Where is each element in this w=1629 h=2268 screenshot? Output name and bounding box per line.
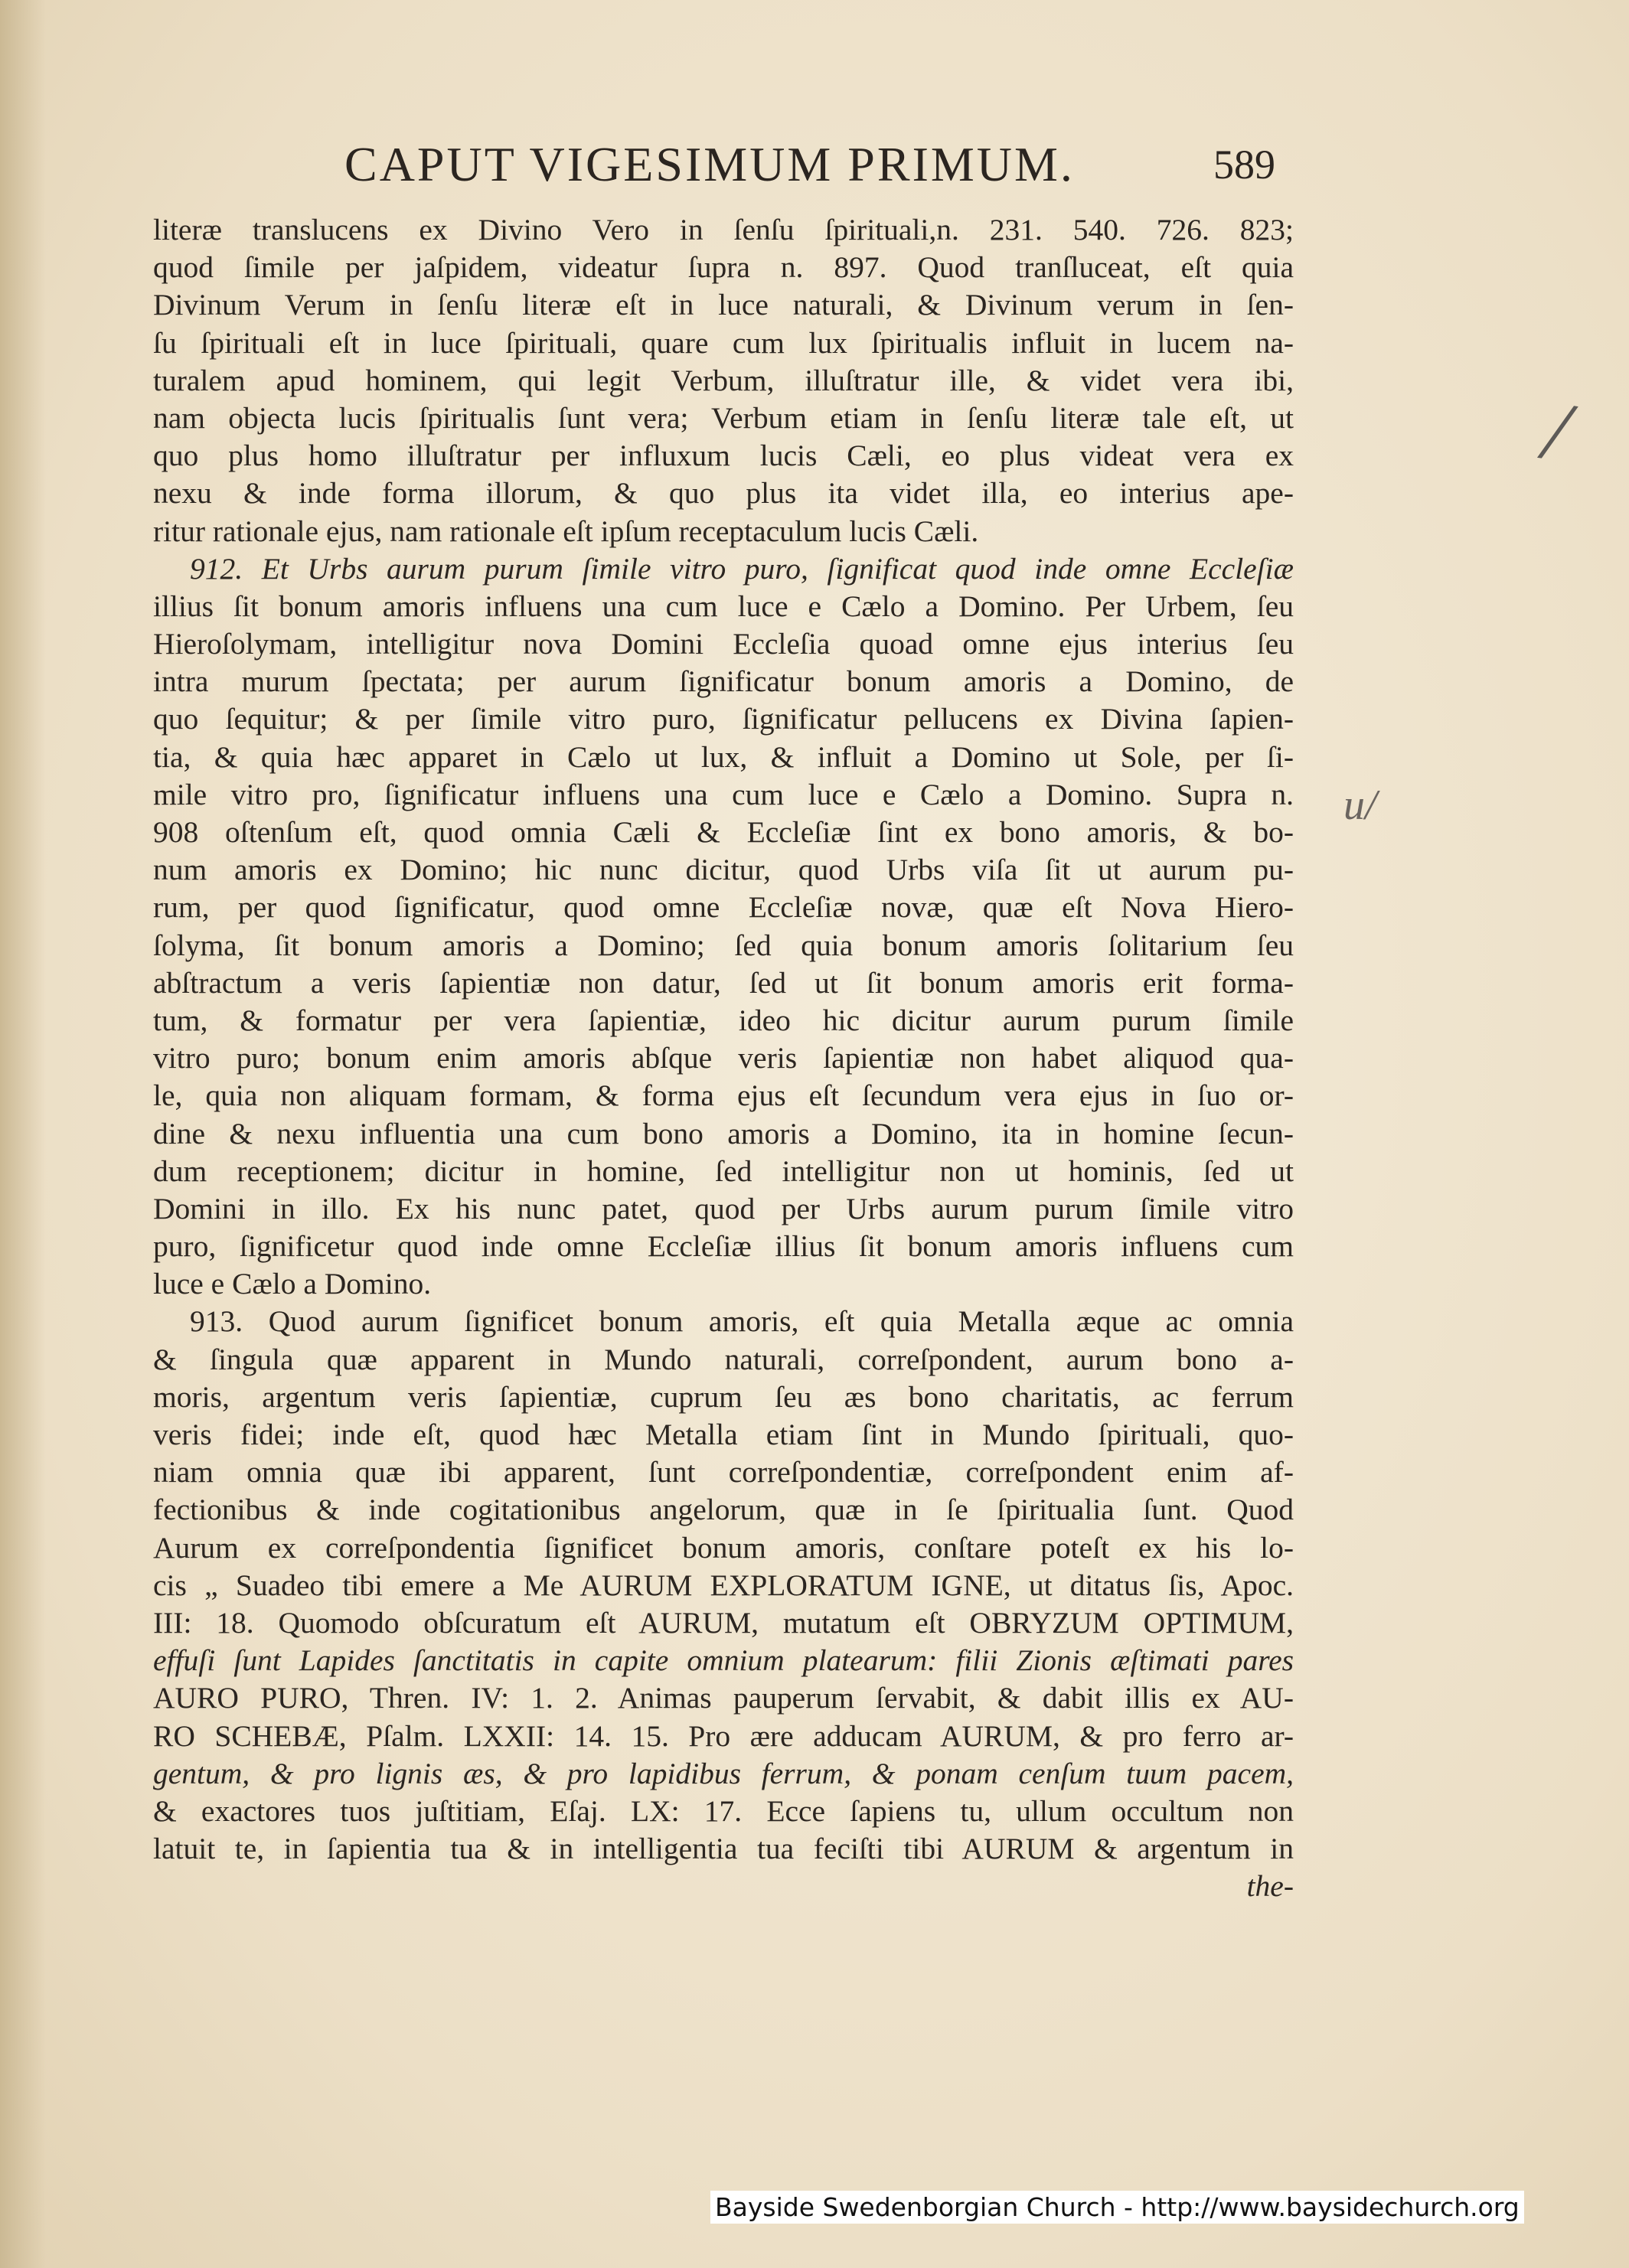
site-watermark: Bayside Swedenborgian Church - http://www.baysidechurch.org [710,2191,1524,2224]
text-line: & exactores tuos juſtitiam, Eſaj. LX: 17. Ecce ſapiens tu, ullum occultum non [153,1793,1294,1828]
text-line: niam omnia quæ ibi apparent, ſunt correſpondentiæ, correſpondent enim af- [153,1455,1294,1490]
text-line: AURO PURO, Thren. IV: 1. 2. Animas pauperum ſervabit, & dabit illis ex AU- [153,1681,1294,1715]
text-line: intra murum ſpectata; per aurum ſignificatur bonum amoris a Domino, de [153,664,1294,699]
text-line: tia, & quia hæc apparet in Cælo ut lux, & influit a Domino ut Sole, per ſi- [153,739,1294,774]
text-line: nexu & inde forma illorum, & quo plus ita videt illa, eo interius ape- [153,476,1294,511]
text-line: Divinum Verum in ſenſu literæ eſt in luce naturali, & Divinum verum in ſen- [153,288,1294,322]
text-line: puro, ſignificetur quod inde omne Eccleſiæ illius ſit bonum amoris influens cum [153,1229,1294,1264]
text-line: literæ translucens ex Divino Vero in ſenſu ſpirituali,n. 231. 540. 726. 823; [153,213,1294,246]
text-line: moris, argentum veris ſapientiæ, cuprum ſeu æs bono charitatis, ac ferrum [153,1379,1294,1414]
margin-pencil-mark: / [1538,383,1575,479]
text-line: quo ſequitur; & per ſimile vitro puro, ſignificatur pellucens ex Divina ſapien- [153,702,1294,736]
section-913-start: 913. Quod aurum ſignificet bonum amoris, eſt quia Metalla æque ac omnia [190,1304,1294,1339]
margin-handwritten-note: u/ [1343,782,1377,829]
text-line: vitro puro; bonum enim amoris abſque veris ſapientiæ non habet aliquod qua- [153,1041,1294,1075]
text-line: tum, & formatur per vera ſapientiæ, ideo hic dicitur aurum purum ſimile [153,1003,1294,1037]
text-line: Domini in illo. Ex his nunc patet, quod per Urbs aurum purum ſimile vitro [153,1191,1294,1225]
text-line: turalem apud hominem, qui legit Verbum, illuſtratur ille, & videt vera ibi, [153,363,1294,397]
text-line: le, quia non aliquam formam, & forma ejus eſt ſecundum vera ejus in ſuo or- [153,1079,1294,1113]
catchword: the- [1246,1869,1294,1904]
text-line: 908 oſtenſum eſt, quod omnia Cæli & Eccleſiæ ſint ex bono amoris, & bo- [153,815,1294,849]
text-line: ſolyma, ſit bonum amoris a Domino; ſed quia bonum amoris ſolitarium ſeu [153,928,1294,962]
text-line: Aurum ex correſpondentia ſignificet bonum amoris, conſtare poteſt ex his lo- [153,1530,1294,1565]
text-line: mile vitro pro, ſignificatur influens una cum luce e Cælo a Domino. Supra n. [153,777,1294,811]
text-line: quod ſimile per jaſpidem, videatur ſupra n. 897. Quod tranſluceat, eſt quia [153,250,1294,285]
text-line: dum receptionem; dicitur in homine, ſed intelligitur non ut hominis, ſed ut [153,1154,1294,1188]
text-line: fectionibus & inde cogitationibus angelorum, quæ in ſe ſpiritualia ſunt. Quod [153,1493,1294,1527]
text-line: quo plus homo illuſtratur per influxum lucis Cæli, eo plus videat vera ex [153,439,1294,473]
text-line: dine & nexu influentia una cum bono amoris a Domino, ita in homine ſecun- [153,1116,1294,1150]
text-line: cis „ Suadeo tibi emere a Me AURUM EXPLORATUM IGNE, ut ditatus ſis, Apoc. [153,1568,1294,1602]
text-line: RO SCHEBÆ, Pſalm. LXXII: 14. 15. Pro ære adducam AURUM, & pro ferro ar- [153,1718,1294,1753]
body-text [153,211,1294,1905]
section-912-heading: 912. Et Urbs aurum purum ſimile vitro puro, ſignificat quod inde omne Eccleſiæ [190,551,1294,586]
text-line: III: 18. Quomodo obſcuratum eſt AURUM, mutatum eſt OBRYZUM OPTIMUM, [153,1605,1294,1640]
text-line: ritur rationale ejus, nam rationale eſt ipſum receptaculum lucis Cæli. [153,514,979,548]
page-header [153,136,1301,205]
text-line: nam objecta lucis ſpiritualis ſunt vera; Verbum etiam in ſenſu literæ tale eſt, ut [153,400,1294,435]
text-line: ſu ſpirituali eſt in luce ſpirituali, quare cum lux ſpiritualis influit in lucem na- [153,325,1294,360]
page-number: 589 [1213,142,1275,188]
text-line: abſtractum a veris ſapientiæ non datur, ſed ut ſit bonum amoris erit forma- [153,965,1294,1000]
text-line: gentum, & pro lignis æs, & pro lapidibus ferrum, & ponam cenſum tuum pacem, [153,1756,1294,1790]
text-line: latuit te, in ſapientia tua & in intelligentia tua feciſti tibi AURUM & argentum in [153,1832,1294,1866]
text-line: rum, per quod ſignificatur, quod omne Eccleſiæ novæ, quæ eſt Nova Hiero- [153,890,1294,925]
text-line: luce e Cælo a Domino. [153,1267,432,1301]
page-gutter-shadow [0,0,46,2268]
text-line: Hieroſolymam, intelligitur nova Domini Eccleſia quoad omne ejus interius ſeu [153,627,1294,661]
text-line: effuſi ſunt Lapides ſanctitatis in capite omnium platearum: filii Zionis æſtimati pares [153,1643,1294,1678]
text-line: num amoris ex Domino; hic nunc dicitur, quod Urbs viſa ſit ut aurum pu- [153,853,1294,887]
text-line: illius ſit bonum amoris influens una cum luce e Cælo a Domino. Per Urbem, ſeu [153,589,1294,623]
text-line: veris fidei; inde eſt, quod hæc Metalla etiam ſint in Mundo ſpirituali, quo- [153,1418,1294,1451]
text-line: & ſingula quæ apparent in Mundo naturali, correſpondent, aurum bono a- [153,1342,1294,1376]
running-title: CAPUT VIGESIMUM PRIMUM. [344,137,1075,191]
